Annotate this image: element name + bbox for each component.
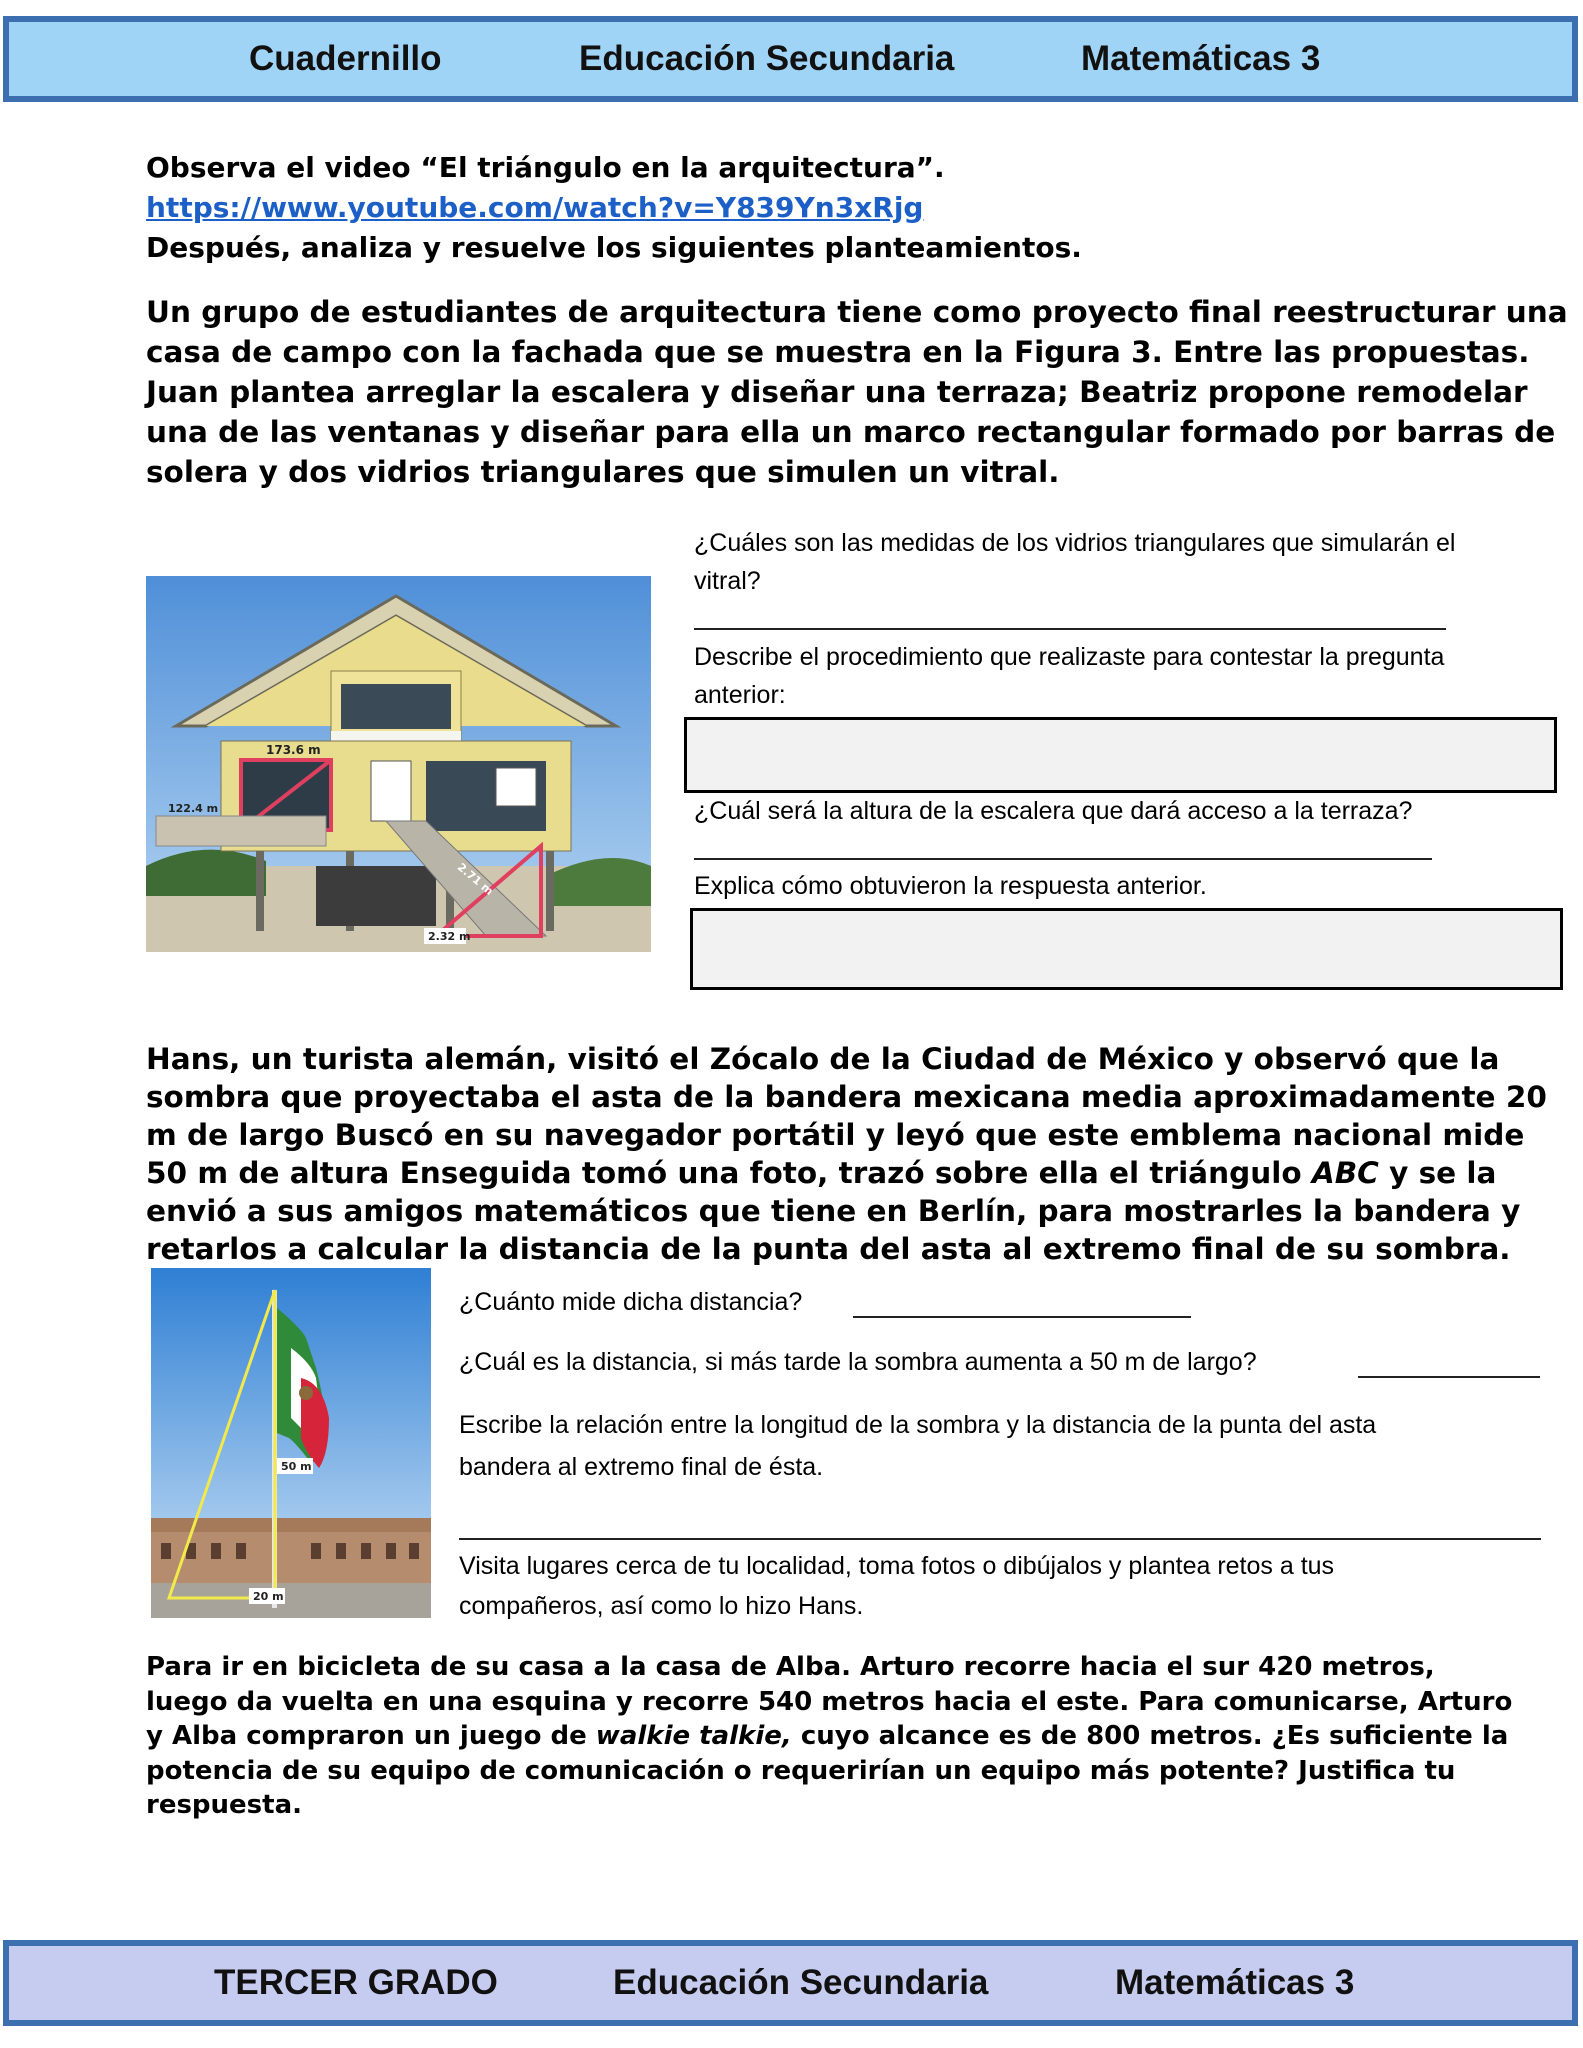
statement-text: cuyo alcance es de 800 metros. ¿Es suficiente la (791, 1721, 1509, 1751)
statement-text: y Alba compraron un juego de (146, 1721, 596, 1751)
question-line: bandera al extremo final de ésta. (459, 1453, 824, 1481)
statement-line: sombra que proyectaba el asta de la bandera mexicana media aproximadamente 20 (146, 1080, 1547, 1114)
intro-line: Después, analiza y resuelve los siguientes planteamientos. (146, 231, 1082, 264)
statement-line: Juan plantea arreglar la escalera y diseñar una terraza; Beatriz propone remodelar (146, 375, 1528, 409)
statement-line: retarlos a calcular la distancia de la punta del asta al extremo final de su sombra. (146, 1232, 1511, 1266)
statement-line: solera y dos vidrios triangulares que simulen un vitral. (146, 455, 1060, 489)
device-name: walkie talkie, (595, 1721, 792, 1751)
header-right: Matemáticas 3 (1081, 39, 1321, 78)
shadow-length-label: 20 m (253, 1590, 284, 1603)
statement-text: y se la (1378, 1156, 1497, 1190)
question-line: Describe el procedimiento que realizaste para contestar la pregunta (694, 643, 1445, 671)
statement-line (146, 1154, 1547, 1192)
statement-line: respuesta. (146, 1790, 303, 1820)
video-link[interactable]: https://www.youtube.com/watch?v=Y839Yn3xRjg (146, 191, 924, 224)
statement-line: luego da vuelta en una esquina y recorre 540 metros hacia el este. Para comunicarse, Arturo (146, 1686, 1513, 1717)
footer-right: Matemáticas 3 (1115, 1963, 1355, 2002)
answer-line-relation[interactable] (459, 1538, 1541, 1540)
stair-hyp-label: 2.71 m (454, 860, 496, 898)
question-distance: ¿Cuánto mide dicha distancia? (459, 1288, 803, 1316)
question-line: compañeros, así como lo hizo Hans. (459, 1592, 864, 1620)
challenge-instruction (459, 1546, 1334, 1626)
statement-line: Un grupo de estudiantes de arquitectura tiene como proyecto final reestructurar una (146, 295, 1568, 329)
problem2-statement (146, 1040, 1547, 1268)
flag-photo (151, 1268, 431, 1618)
statement-line: envió a sus amigos matemáticos que tiene en Berlín, para mostrarles la bandera y (146, 1194, 1521, 1228)
answer-line-distance-50m[interactable] (1358, 1376, 1540, 1378)
footer-band (3, 1940, 1578, 2026)
header-center: Educación Secundaria (579, 39, 955, 78)
answer-line-glass[interactable] (694, 628, 1446, 630)
footer-left: TERCER GRADO (214, 1963, 498, 2002)
house-width-label: 173.6 m (266, 743, 321, 757)
problem3-statement (146, 1650, 1512, 1823)
answer-box-procedure[interactable] (684, 717, 1557, 793)
question-line: ¿Cuáles son las medidas de los vidrios triangulares que simularán el (694, 529, 1456, 557)
statement-text: 50 m de altura Enseguida tomó una foto, trazó sobre ella el triángulo (146, 1156, 1312, 1190)
question-explain: Explica cómo obtuvieron la respuesta anterior. (694, 872, 1207, 900)
question-stair-height: ¿Cuál será la altura de la escalera que dará acceso a la terraza? (694, 797, 1413, 825)
house-height-label: 122.4 m (168, 802, 219, 815)
statement-line: Para ir en bicicleta de su casa a la casa de Alba. Arturo recorre hacia el sur 420 metros, (146, 1652, 1435, 1682)
intro (146, 148, 1082, 268)
question-line: anterior: (694, 681, 786, 709)
footer-center: Educación Secundaria (613, 1963, 989, 2002)
flag-height-label: 50 m (281, 1460, 312, 1473)
statement-line: casa de campo con la fachada que se muestra en la Figura 3. Entre las propuestas. (146, 335, 1530, 369)
stair-base-label: 2.32 m (428, 930, 471, 943)
header-left: Cuadernillo (249, 39, 442, 78)
header-band (3, 16, 1578, 102)
statement-line: Hans, un turista alemán, visitó el Zócalo de la Ciudad de México y observó que la (146, 1042, 1500, 1076)
intro-line: Observa el video “El triángulo en la arquitectura”. (146, 151, 945, 184)
answer-line-distance[interactable] (853, 1316, 1191, 1318)
question-procedure (694, 638, 1444, 714)
statement-line: m de largo Buscó en su navegador portátil y leyó que este emblema nacional mide (146, 1118, 1525, 1152)
house-photo (146, 576, 651, 952)
triangle-name: ABC (1311, 1156, 1379, 1190)
question-line: Escribe la relación entre la longitud de la sombra y la distancia de la punta del asta (459, 1411, 1377, 1439)
question-line: vitral? (694, 567, 761, 595)
question-line: Visita lugares cerca de tu localidad, toma fotos o dibújalos y plantea retos a tus (459, 1552, 1335, 1580)
statement-line: potencia de su equipo de comunicación o requerirían un equipo más potente? Justifica tu (146, 1755, 1456, 1786)
statement-line: una de las ventanas y diseñar para ella un marco rectangular formado por barras de (146, 415, 1556, 449)
answer-box-explain[interactable] (690, 908, 1563, 990)
answer-line-stair[interactable] (694, 858, 1432, 860)
statement-line (146, 1719, 1512, 1754)
problem1-statement (146, 292, 1568, 492)
question-relation (459, 1404, 1376, 1488)
question-glass-measures (694, 524, 1456, 600)
question-distance-50m: ¿Cuál es la distancia, si más tarde la sombra aumenta a 50 m de largo? (459, 1348, 1257, 1376)
